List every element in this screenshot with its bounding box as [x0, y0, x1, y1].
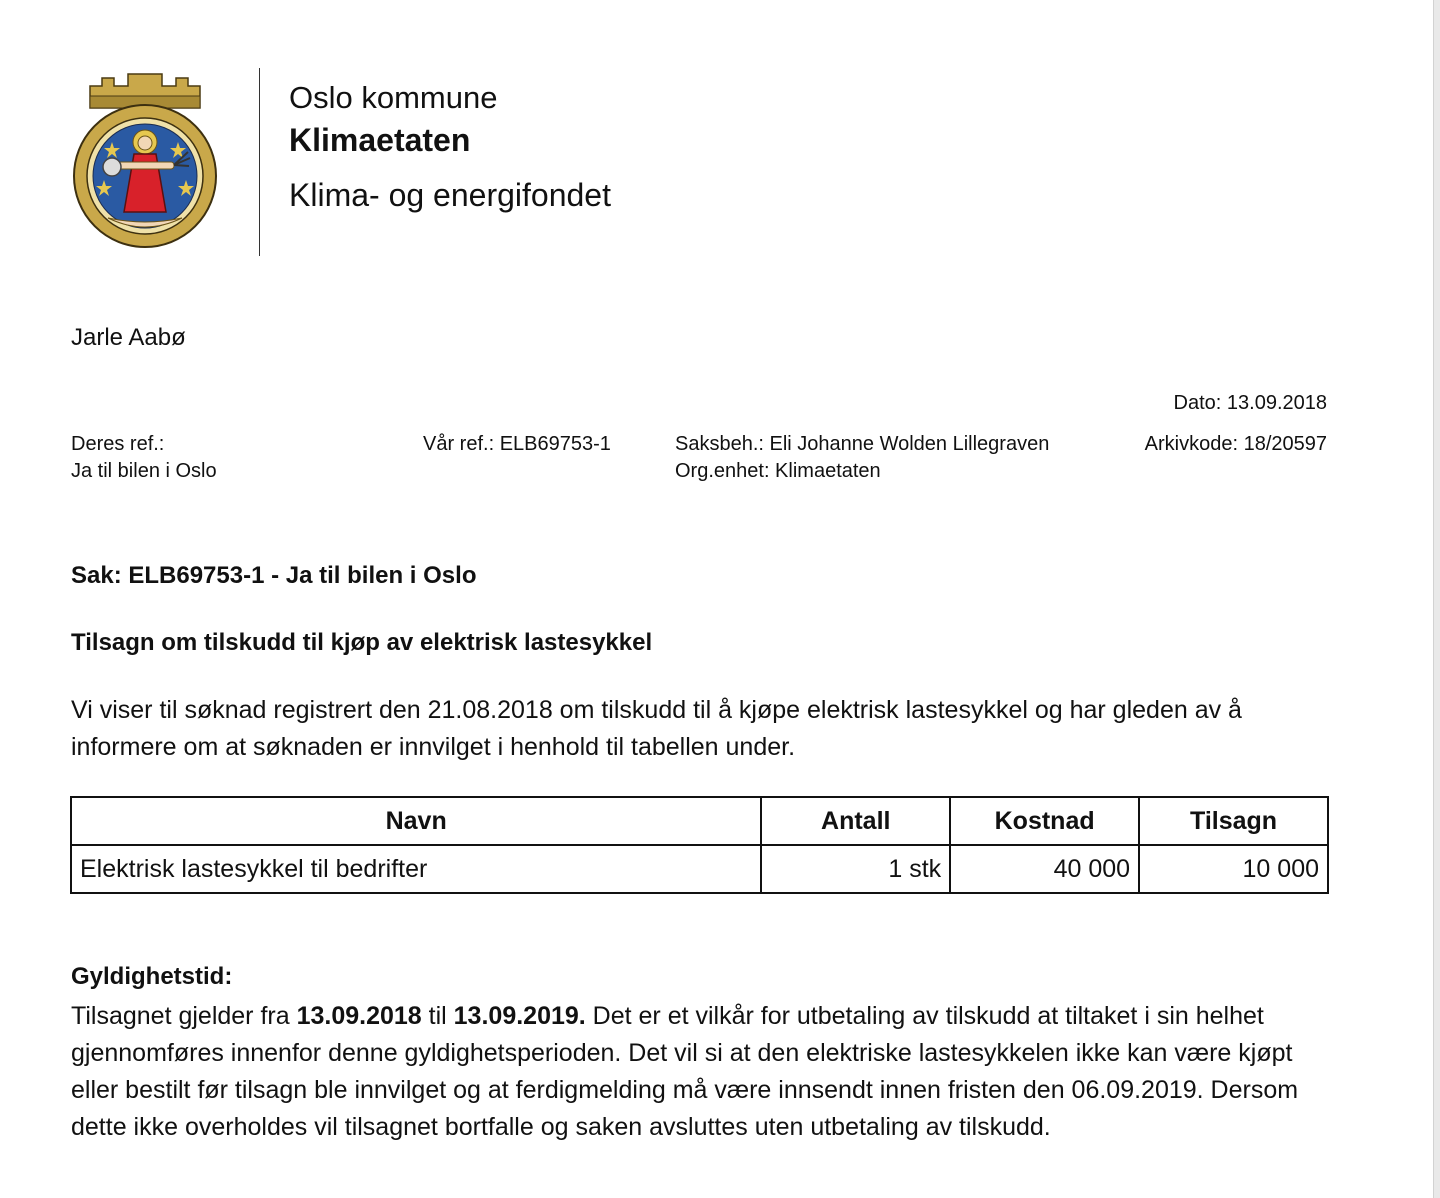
recipient-name: Jarle Aabø	[71, 324, 186, 351]
validity-date-from: 13.09.2018	[296, 1002, 422, 1030]
table-header-row	[71, 797, 1328, 845]
fund-name: Klima- og energifondet	[289, 177, 611, 213]
agency-name: Klimaetaten	[289, 122, 471, 158]
header-kostnad: Kostnad	[950, 797, 1139, 845]
intro-paragraph: Vi viser til søknad registrert den 21.08.2018 om tilskudd til å kjøpe elektrisk lastesykkel og har gleden av å informere om at søknaden er innvilget i henhold til tabellen under.	[71, 696, 1242, 761]
cell-navn: Elektrisk lastesykkel til bedrifter	[71, 845, 761, 893]
coat-of-arms-drawing	[68, 70, 222, 248]
header-tilsagn: Tilsagn	[1139, 797, 1328, 845]
millstone	[103, 158, 121, 176]
letter-heading: Tilsagn om tilskudd til kjøp av elektrisk lastesykkel	[71, 629, 653, 656]
header-navn: Navn	[71, 797, 761, 845]
letter-date: Dato: 13.09.2018	[1173, 392, 1327, 414]
cell-antall: 1 stk	[761, 845, 950, 893]
deres-ref-value: Ja til bilen i Oslo	[71, 460, 217, 482]
validity-title: Gyldighetstid:	[71, 963, 233, 990]
validity-text-2: til	[421, 1002, 454, 1030]
org-unit: Org.enhet: Klimaetaten	[675, 460, 881, 482]
case-subject: Sak: ELB69753-1 - Ja til bilen i Oslo	[71, 562, 477, 589]
grant-table	[70, 796, 1329, 894]
org-name: Oslo kommune	[289, 80, 498, 115]
cell-tilsagn: 10 000	[1139, 845, 1328, 893]
table-row	[71, 845, 1328, 893]
deres-ref-label: Deres ref.:	[71, 433, 165, 455]
saint-head	[138, 136, 152, 150]
validity-date-to: 13.09.2019.	[453, 1002, 586, 1030]
validity-text-1: Tilsagnet gjelder fra	[71, 1002, 297, 1030]
case-handler: Saksbeh.: Eli Johanne Wolden Lillegraven	[675, 433, 1050, 455]
header-divider	[259, 68, 260, 256]
cell-kostnad: 40 000	[950, 845, 1139, 893]
validity-text-3: Det er et vilkår for utbetaling av tilskudd at tiltaket i sin helhet gjennomføres innenfor denne gyldighetsperioden. Det vil si at den elektriske lastesykkelen ikke kan være kjøpt eller bestilt før tilsagn ble innvilget og at ferdigmelding må være innsendt innen fristen den 06.09.2019. Dersom dette ikke overholdes vil tilsagnet bortfalle og saken avsluttes uten utbetaling av tilskudd.	[71, 1002, 1299, 1141]
archive-code: Arkivkode: 18/20597	[1144, 433, 1327, 455]
oslo-coat-of-arms	[68, 70, 222, 248]
validity-paragraph	[71, 998, 1341, 1146]
saint-arms	[116, 162, 174, 169]
header-antall: Antall	[761, 797, 950, 845]
window-scroll-edge	[1433, 0, 1440, 1198]
var-ref: Vår ref.: ELB69753-1	[423, 433, 611, 455]
